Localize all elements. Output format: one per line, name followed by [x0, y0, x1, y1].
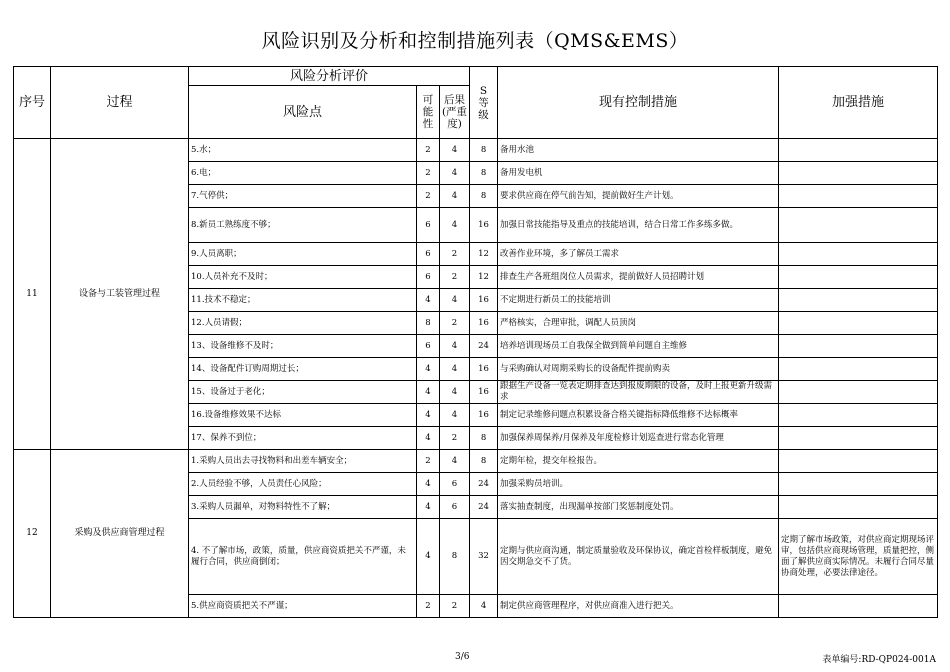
- consequence-cell: 8: [440, 519, 470, 595]
- existing-control-cell: 跟据生产设备一览表定期排查达到报废期限的设备，及时上报更新升级需求: [498, 381, 779, 404]
- header-risk-point: 风险点: [189, 86, 417, 139]
- enhanced-measure-cell: [779, 185, 938, 208]
- enhanced-measure-cell: [779, 289, 938, 312]
- possibility-cell: 2: [417, 450, 440, 473]
- risk-table: [13, 66, 938, 618]
- enhanced-measure-cell: [779, 335, 938, 358]
- risk-point-cell: 7.气停供；: [189, 185, 417, 208]
- process-cell: 设备与工装管理过程: [51, 139, 189, 450]
- existing-control-cell: 排查生产各班组岗位人员需求，提前做好人员招聘计划: [498, 266, 779, 289]
- enhanced-measure-cell: [779, 427, 938, 450]
- existing-control-cell: 与采购确认对周期采购长的设备配件提前购卖: [498, 358, 779, 381]
- consequence-cell: 4: [440, 162, 470, 185]
- existing-control-cell: 培养培训现场员工自我保全做到简单问题自主维修: [498, 335, 779, 358]
- existing-control-cell: 备用发电机: [498, 162, 779, 185]
- existing-control-cell: 备用水池: [498, 139, 779, 162]
- table-header: [14, 67, 938, 139]
- existing-control-cell: 加强保养周保养/月保养及年度检修计划巡查进行常态化管理: [498, 427, 779, 450]
- possibility-cell: 2: [417, 185, 440, 208]
- enhanced-measure-cell: [779, 358, 938, 381]
- possibility-cell: 2: [417, 139, 440, 162]
- possibility-cell: 8: [417, 312, 440, 335]
- possibility-cell: 4: [417, 358, 440, 381]
- existing-control-cell: 严格核实，合理审批，调配人员顶岗: [498, 312, 779, 335]
- s-grade-cell: 4: [470, 595, 498, 618]
- enhanced-measure-cell: [779, 243, 938, 266]
- risk-point-cell: 16.设备维修效果不达标: [189, 404, 417, 427]
- existing-control-cell: 落实抽查制度，出现漏单按部门奖惩制度处罚。: [498, 496, 779, 519]
- consequence-cell: 4: [440, 208, 470, 243]
- existing-control-cell: 改善作业环境，多了解员工需求: [498, 243, 779, 266]
- s-grade-cell: 12: [470, 243, 498, 266]
- consequence-cell: 6: [440, 496, 470, 519]
- existing-control-cell: 定期与供应商沟通，制定质量验收及环保协议，确定首检样板制度，避免因交期急交不了货。: [498, 519, 779, 595]
- risk-point-cell: 10.人员补充不及时；: [189, 266, 417, 289]
- table-row: [14, 450, 938, 473]
- s-grade-cell: 8: [470, 427, 498, 450]
- risk-point-cell: 5.水；: [189, 139, 417, 162]
- consequence-cell: 4: [440, 185, 470, 208]
- consequence-cell: 2: [440, 312, 470, 335]
- possibility-cell: 4: [417, 519, 440, 595]
- s-grade-cell: 24: [470, 496, 498, 519]
- existing-control-cell: 定期年检，提交年检报告。: [498, 450, 779, 473]
- enhanced-measure-cell: [779, 139, 938, 162]
- enhanced-measure-cell: [779, 381, 938, 404]
- risk-point-cell: 14、设备配件订购周期过长；: [189, 358, 417, 381]
- header-enhanced-measures: 加强措施: [779, 67, 938, 139]
- s-grade-cell: 16: [470, 404, 498, 427]
- enhanced-measure-cell: [779, 266, 938, 289]
- possibility-cell: 4: [417, 496, 440, 519]
- header-possibility: [417, 86, 440, 139]
- existing-control-cell: 不定期进行新员工的技能培训: [498, 289, 779, 312]
- s-grade-cell: 16: [470, 208, 498, 243]
- s-grade-cell: 24: [470, 335, 498, 358]
- risk-point-cell: 12.人员请假；: [189, 312, 417, 335]
- enhanced-measure-cell: [779, 496, 938, 519]
- consequence-cell: 6: [440, 473, 470, 496]
- s-grade-cell: 16: [470, 358, 498, 381]
- possibility-cell: 2: [417, 162, 440, 185]
- existing-control-cell: 加强采购员培训。: [498, 473, 779, 496]
- enhanced-measure-cell: [779, 450, 938, 473]
- process-cell: 采购及供应商管理过程: [51, 450, 189, 618]
- header-existing-controls: 现有控制措施: [498, 67, 779, 139]
- risk-point-cell: 9.人员离职；: [189, 243, 417, 266]
- s-grade-cell: 16: [470, 289, 498, 312]
- page-title: 风险识别及分析和控制措施列表（QMS&EMS）: [261, 30, 689, 52]
- possibility-cell: 4: [417, 404, 440, 427]
- header-consequence-text: 后果(严重度): [441, 94, 468, 130]
- risk-point-cell: 15、设备过于老化；: [189, 381, 417, 404]
- consequence-cell: 2: [440, 266, 470, 289]
- consequence-cell: 4: [440, 381, 470, 404]
- table-body: [14, 139, 938, 618]
- possibility-cell: 4: [417, 381, 440, 404]
- risk-point-cell: 6.电；: [189, 162, 417, 185]
- possibility-cell: 6: [417, 243, 440, 266]
- risk-point-cell: 5.供应商资质把关不严谨；: [189, 595, 417, 618]
- possibility-cell: 6: [417, 208, 440, 243]
- s-grade-cell: 12: [470, 266, 498, 289]
- s-grade-cell: 8: [470, 450, 498, 473]
- possibility-cell: 4: [417, 289, 440, 312]
- header-process: 过程: [51, 67, 189, 139]
- risk-point-cell: 2.人员经验不够，人员责任心风险；: [189, 473, 417, 496]
- consequence-cell: 4: [440, 404, 470, 427]
- enhanced-measure-cell: [779, 404, 938, 427]
- header-s-grade-text: S等级: [478, 84, 489, 121]
- s-grade-cell: 8: [470, 139, 498, 162]
- consequence-cell: 4: [440, 139, 470, 162]
- page-number: 3/6: [455, 652, 470, 662]
- seq-cell: 11: [14, 139, 51, 450]
- header-consequence: [440, 86, 470, 139]
- consequence-cell: 4: [440, 289, 470, 312]
- existing-control-cell: 制定供应商管理程序，对供应商准入进行把关。: [498, 595, 779, 618]
- consequence-cell: 2: [440, 595, 470, 618]
- enhanced-measure-cell: [779, 208, 938, 243]
- header-risk-analysis: 风险分析评价: [189, 67, 470, 86]
- risk-point-cell: 13、设备维修不及时；: [189, 335, 417, 358]
- risk-point-cell: 11.技术不稳定；: [189, 289, 417, 312]
- consequence-cell: 4: [440, 358, 470, 381]
- form-number: 表单编号:RD-QP024-001A: [822, 655, 936, 665]
- s-grade-cell: 32: [470, 519, 498, 595]
- enhanced-measure-cell: [779, 595, 938, 618]
- possibility-cell: 4: [417, 473, 440, 496]
- header-s-grade: [470, 67, 498, 139]
- existing-control-cell: 制定记录维修问题点积累设备合格关键指标降低维修不达标概率: [498, 404, 779, 427]
- consequence-cell: 2: [440, 243, 470, 266]
- existing-control-cell: 要求供应商在停气前告知，提前做好生产计划。: [498, 185, 779, 208]
- possibility-cell: 4: [417, 427, 440, 450]
- s-grade-cell: 8: [470, 162, 498, 185]
- s-grade-cell: 16: [470, 381, 498, 404]
- s-grade-cell: 24: [470, 473, 498, 496]
- risk-point-cell: 17、保养不到位；: [189, 427, 417, 450]
- risk-point-cell: 3.采购人员漏单，对物料特性不了解；: [189, 496, 417, 519]
- enhanced-measure-cell: [779, 312, 938, 335]
- s-grade-cell: 16: [470, 312, 498, 335]
- possibility-cell: 6: [417, 266, 440, 289]
- s-grade-cell: 8: [470, 185, 498, 208]
- existing-control-cell: 加强日常技能指导及重点的技能培训，结合日常工作多练多做。: [498, 208, 779, 243]
- risk-point-cell: 8.新员工熟练度不够；: [189, 208, 417, 243]
- seq-cell: 12: [14, 450, 51, 618]
- consequence-cell: 4: [440, 450, 470, 473]
- risk-point-cell: 4. 不了解市场，政策，质量，供应商资质把关不严谨，未履行合同，供应商倒闭；: [189, 519, 417, 595]
- header-seq: 序号: [14, 67, 51, 139]
- enhanced-measure-cell: 定期了解市场政策，对供应商定期现场评审，包括供应商现场管理，质量把控，侧面了解供应商实际情况。未履行合同尽量协商处理，必要法律途径。: [779, 519, 938, 595]
- enhanced-measure-cell: [779, 162, 938, 185]
- consequence-cell: 4: [440, 335, 470, 358]
- enhanced-measure-cell: [779, 473, 938, 496]
- possibility-cell: 6: [417, 335, 440, 358]
- consequence-cell: 2: [440, 427, 470, 450]
- risk-point-cell: 1.采购人员出去寻找物料和出差车辆安全；: [189, 450, 417, 473]
- header-possibility-text: 可能性: [422, 94, 434, 130]
- table-row: [14, 139, 938, 162]
- possibility-cell: 2: [417, 595, 440, 618]
